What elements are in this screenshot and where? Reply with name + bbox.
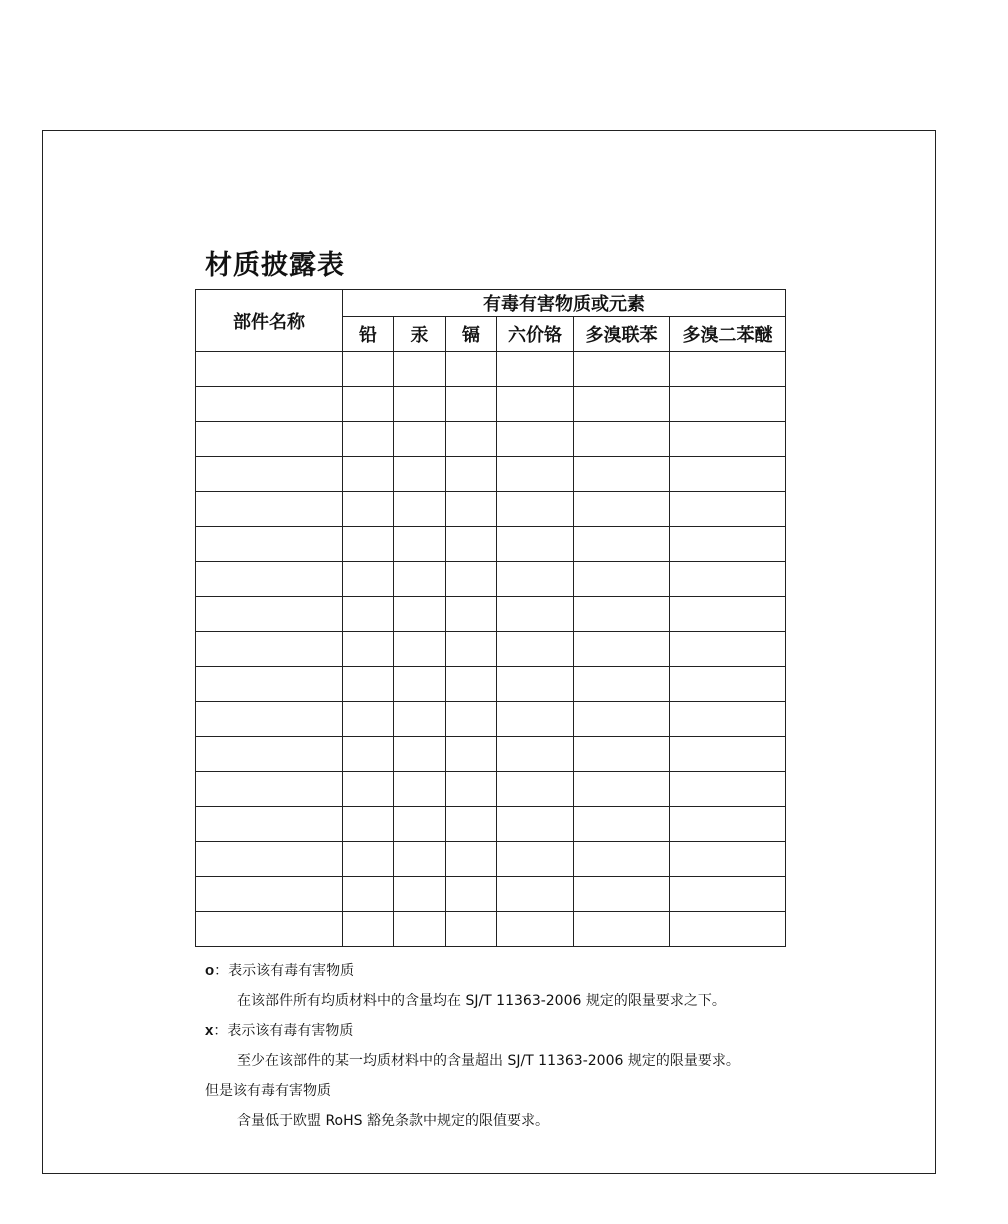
table-cell [446,492,497,527]
table-cell [196,457,343,492]
table-cell [394,492,446,527]
table-cell [343,352,394,387]
o-detail: 在该部件所有均质材料中的含量均在 SJ/T 11363-2006 规定的限量要求之下。 [237,993,726,1009]
table-cell [670,422,786,457]
column-header: 六价铬 [497,317,574,352]
table-cell [497,702,574,737]
note-x [205,1018,845,1048]
table-cell [670,667,786,702]
table-cell [446,422,497,457]
table-cell [343,667,394,702]
table-cell [196,492,343,527]
table-cell [497,457,574,492]
table-cell [670,807,786,842]
part-name-header: 部件名称 [196,290,343,352]
table-row [196,877,786,912]
table-cell [497,562,574,597]
table-cell [196,877,343,912]
table-cell [446,632,497,667]
table-cell [394,807,446,842]
o-symbol: o [205,962,215,979]
table-row [196,772,786,807]
table-row [196,702,786,737]
table-cell [670,457,786,492]
table-cell [446,562,497,597]
x-symbol: x [205,1022,214,1039]
table-cell [497,912,574,947]
table-cell [343,597,394,632]
table-cell [446,702,497,737]
table-cell [343,632,394,667]
table-cell [574,842,670,877]
table-cell [670,562,786,597]
column-header: 镉 [446,317,497,352]
table-cell [670,737,786,772]
table-cell [343,772,394,807]
table-cell [574,562,670,597]
table-cell [497,772,574,807]
column-header: 多溴联苯 [574,317,670,352]
table-cell [446,667,497,702]
disclosure-table [195,289,786,947]
table-cell [497,527,574,562]
column-header: 铅 [343,317,394,352]
table-cell [446,737,497,772]
table-cell [446,457,497,492]
table-cell [670,877,786,912]
table-cell [497,492,574,527]
table-cell [196,422,343,457]
table-cell [497,842,574,877]
table-cell [394,632,446,667]
table-cell [196,527,343,562]
table-cell [196,737,343,772]
table-cell [446,877,497,912]
o-label: ：表示该有毒有害物质 [214,963,355,979]
table-cell [497,877,574,912]
table-cell [574,527,670,562]
table-cell [497,807,574,842]
table-cell [343,422,394,457]
table-row [196,352,786,387]
table-cell [446,772,497,807]
table-row [196,492,786,527]
table-cell [574,702,670,737]
table-cell [574,632,670,667]
table-row [196,457,786,492]
table-cell [574,912,670,947]
table-cell [196,807,343,842]
notes [205,958,845,1138]
table-cell [343,877,394,912]
table-row [196,562,786,597]
table-cell [343,842,394,877]
table-cell [574,387,670,422]
table-cell [497,667,574,702]
substance-group-header: 有毒有害物质或元素 [343,290,786,317]
page-title: 材质披露表 [205,250,345,281]
table-cell [196,352,343,387]
table-cell [343,457,394,492]
table-cell [446,597,497,632]
table-cell [196,842,343,877]
table-cell [574,422,670,457]
table-cell [394,772,446,807]
table-cell [670,702,786,737]
table-cell [394,457,446,492]
table-cell [394,877,446,912]
table-cell [343,492,394,527]
table-cell [196,912,343,947]
table-cell [574,807,670,842]
table-cell [394,387,446,422]
table-row [196,632,786,667]
table-cell [394,702,446,737]
table-cell [670,527,786,562]
table-row [196,737,786,772]
column-header: 汞 [394,317,446,352]
table-row [196,387,786,422]
x-detail: 至少在该部件的某一均质材料中的含量超出 SJ/T 11363-2006 规定的限量要求。 [237,1053,740,1069]
table-cell [196,702,343,737]
table-cell [343,702,394,737]
table-cell [670,492,786,527]
table-cell [343,527,394,562]
table-row [196,422,786,457]
table-cell [196,387,343,422]
column-header: 多溴二苯醚 [670,317,786,352]
table-cell [394,912,446,947]
table-cell [670,387,786,422]
table-cell [196,772,343,807]
table-cell [574,352,670,387]
table-cell [670,912,786,947]
table-cell [196,562,343,597]
table-row [196,807,786,842]
table-cell [670,352,786,387]
but-detail: 含量低于欧盟 RoHS 豁免条款中规定的限值要求。 [237,1113,549,1129]
table-cell [446,387,497,422]
table-cell [394,737,446,772]
table-row [196,667,786,702]
table-cell [446,842,497,877]
table-cell [343,807,394,842]
table-cell [574,667,670,702]
table-cell [394,527,446,562]
table-cell [343,562,394,597]
table-cell [394,842,446,877]
table-cell [670,632,786,667]
table-cell [670,597,786,632]
table-cell [343,737,394,772]
table-cell [574,737,670,772]
table-cell [446,352,497,387]
table-cell [574,772,670,807]
table-row [196,912,786,947]
table-cell [343,387,394,422]
table-cell [394,422,446,457]
table-cell [497,737,574,772]
table-cell [446,527,497,562]
table-cell [574,457,670,492]
table-cell [670,842,786,877]
table-cell [446,807,497,842]
table-cell [394,597,446,632]
table-cell [196,632,343,667]
table-cell [574,492,670,527]
table-cell [394,667,446,702]
table-cell [497,387,574,422]
table-cell [196,667,343,702]
table-cell [343,912,394,947]
table-row [196,842,786,877]
but-label: 但是该有毒有害物质 [205,1083,331,1099]
table-cell [497,632,574,667]
x-label: ：表示该有毒有害物质 [213,1023,354,1039]
table-cell [574,877,670,912]
table-cell [446,912,497,947]
table-cell [394,352,446,387]
table-cell [497,597,574,632]
table-cell [574,597,670,632]
table-row [196,597,786,632]
note-o [205,958,845,988]
table-cell [497,352,574,387]
table-cell [497,422,574,457]
table-cell [196,597,343,632]
table-cell [394,562,446,597]
table-cell [670,772,786,807]
table-row [196,527,786,562]
